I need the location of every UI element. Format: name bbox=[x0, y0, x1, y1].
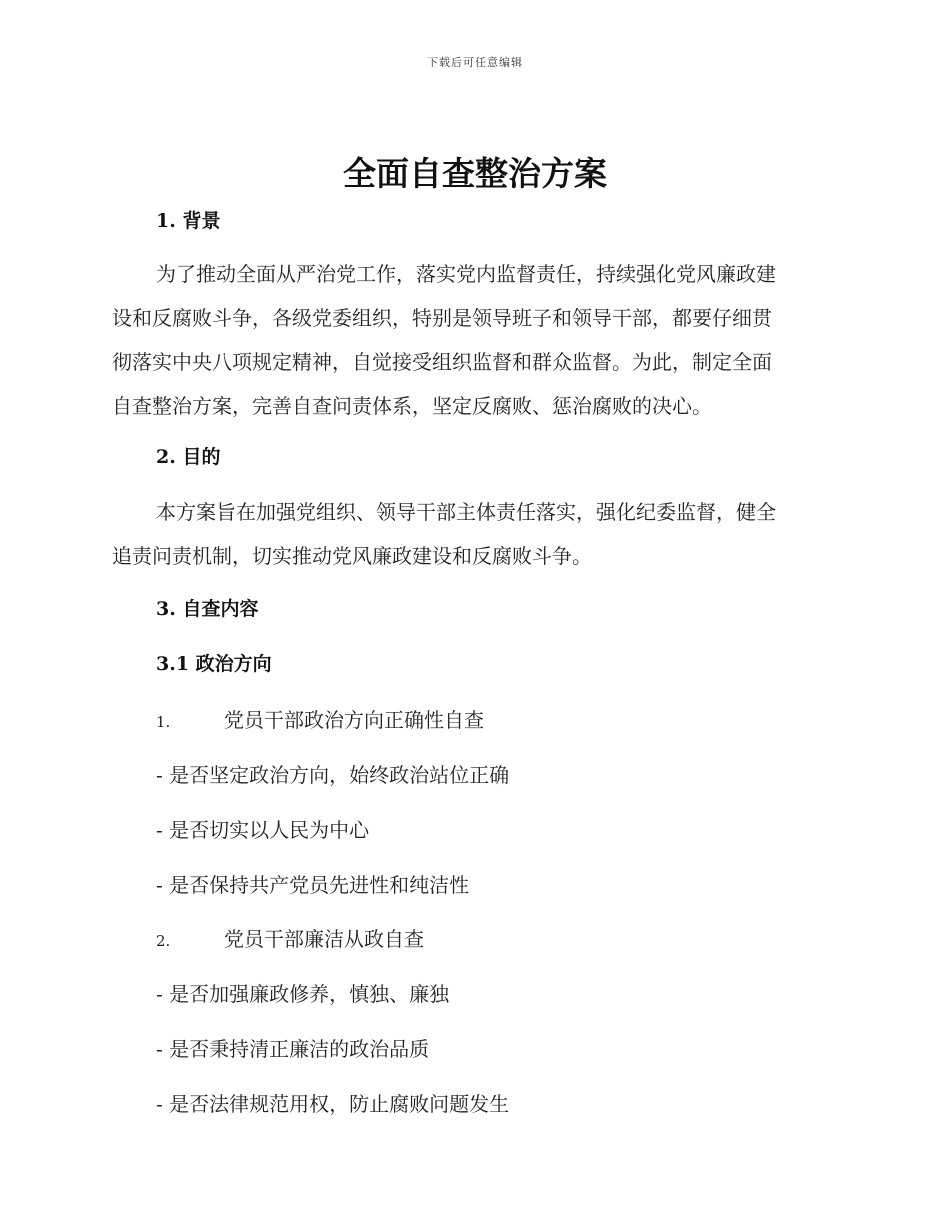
subsection-heading-political-direction: 3.1 政治方向 bbox=[156, 653, 272, 675]
item-number: 2. bbox=[156, 932, 171, 950]
item-text: 党员干部政治方向正确性自查 bbox=[224, 708, 484, 732]
paragraph-line: 自查整治方案，完善自查问责体系，坚定反腐败、惩治腐败的决心。 bbox=[112, 394, 712, 418]
paragraph-line: 设和反腐败斗争，各级党委组织，特别是领导班子和领导干部，都要仔细贯 bbox=[112, 306, 772, 330]
paragraph-line: 彻落实中央八项规定精神，自觉接受组织监督和群众监督。为此，制定全面 bbox=[112, 350, 772, 374]
section-heading-background: 1. 背景 bbox=[156, 210, 221, 232]
check-point: - 是否切实以人民为中心 bbox=[156, 818, 370, 842]
paragraph-line: 为了推动全面从严治党工作，落实党内监督责任，持续强化党风廉政建 bbox=[156, 262, 776, 286]
background-paragraph bbox=[112, 252, 832, 428]
document-title: 全面自查整治方案 bbox=[343, 154, 607, 193]
purpose-paragraph bbox=[112, 490, 832, 578]
check-point: - 是否加强廉政修养，慎独、廉独 bbox=[156, 982, 450, 1006]
section-heading-purpose: 2. 目的 bbox=[156, 446, 221, 468]
numbered-item-1 bbox=[156, 704, 484, 733]
check-point: - 是否坚定政治方向，始终政治站位正确 bbox=[156, 763, 510, 787]
page-header-note: 下载后可任意编辑 bbox=[427, 56, 523, 69]
section-heading-content: 3. 自查内容 bbox=[156, 598, 259, 620]
numbered-item-2 bbox=[156, 923, 424, 952]
item-number: 1. bbox=[156, 713, 171, 731]
check-point: - 是否保持共产党员先进性和纯洁性 bbox=[156, 873, 470, 897]
check-point: - 是否秉持清正廉洁的政治品质 bbox=[156, 1037, 430, 1061]
paragraph-line: 本方案旨在加强党组织、领导干部主体责任落实，强化纪委监督，健全 bbox=[156, 500, 776, 524]
item-text: 党员干部廉洁从政自查 bbox=[224, 927, 424, 951]
paragraph-line: 追责问责机制，切实推动党风廉政建设和反腐败斗争。 bbox=[112, 544, 592, 568]
check-point: - 是否法律规范用权，防止腐败问题发生 bbox=[156, 1092, 510, 1116]
